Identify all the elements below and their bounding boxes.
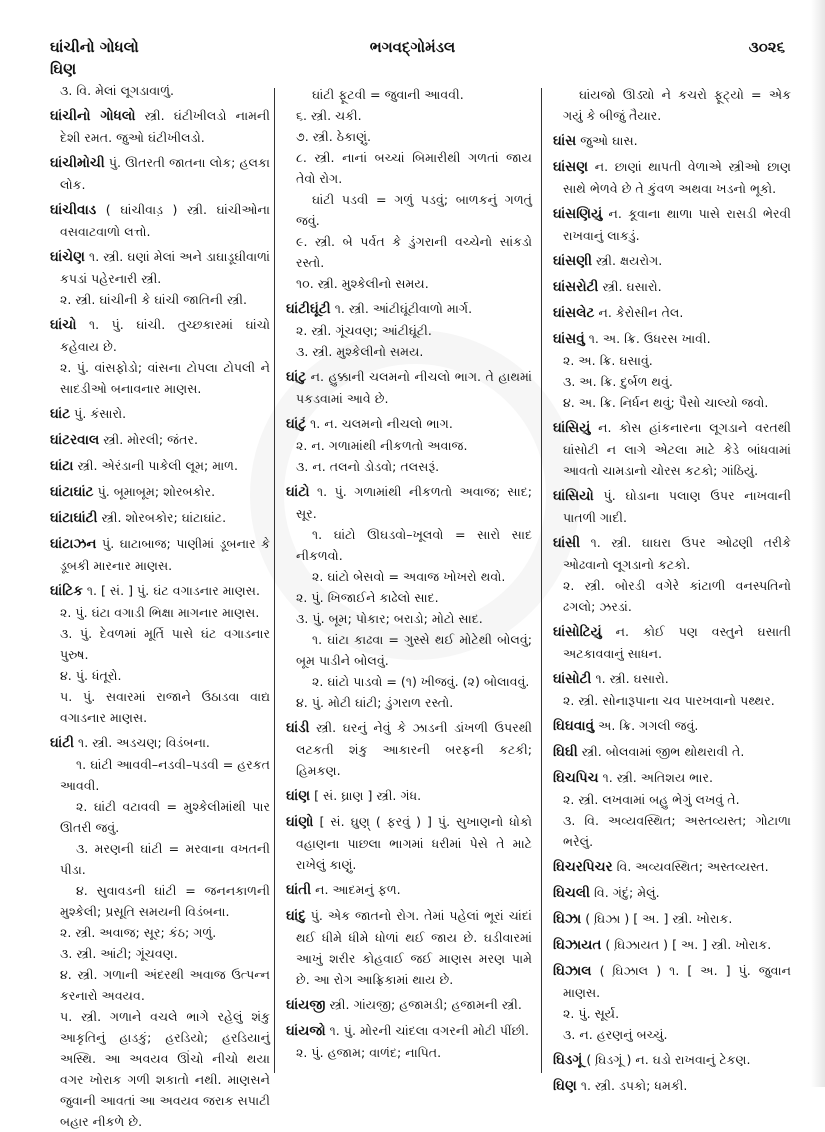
definition-text: સ્ત્રી. ઘરનું નેવું કે ઝાડની ડાંખળી ઉપરથી લટકતી શંકુ આકારની બરફની કટકી; હિમકણ. [296,720,532,778]
headword: ઘાંયજી [286,997,326,1013]
page-edge-shadow [811,0,825,1087]
definition-text: ઘાંટી પડવી = ગળું પડવું; બાળકનું ગળતું જવું. [296,192,532,228]
dictionary-entry [286,879,532,901]
sense-line [286,105,532,126]
dictionary-entry [50,246,270,289]
dictionary-entry [286,811,532,875]
definition-text: ૨. સ્ત્રી. સોનારૂપાના ચવ પારખવાનો પથ્થર. [563,693,775,708]
dictionary-entry [286,366,532,409]
sense-line [286,273,532,294]
idiom-line [50,796,270,838]
sense-line [50,665,270,686]
headword: ઘિઝાયત [553,937,602,953]
definition-text: સ્ત્રી. બોલવામાં જીભ થોથરાવી તે. [581,744,745,759]
definition-text: ૪. સુવાવડની ઘાંટી = જનનકાળની મુશ્કેલી; પ્રસૂતિ સમયની વિડંબના. [60,883,270,919]
definition-text: ( ઘિ઼ડગૂં ) ન. ઘડો રાખવાનું ટેકણ. [586,1052,751,1067]
headword: ઘાંસણિયું [553,206,603,222]
headword: ઘાંસિયું [553,420,591,436]
dictionary-entry [553,934,791,956]
definition-text: ૩. સ્ત્રી. આંટી; ગૂંચવણ. [60,946,178,961]
definition-text: ૨. પું. વાંસફોડો; વાંસના ટોપલા ટોપલી ને સાદડીઓ બનાવનાર માણસ. [60,360,270,396]
definition-text: ૩. વિ. અવ્યવસ્થિત; અસ્તવ્યસ્ત; ગોટાળા ભરેલું. [563,813,791,849]
idiom-line [286,566,532,587]
definition-text: વિ. અવ્યવસ્થિત; અસ્તવ્યસ્ત. [616,859,769,874]
dictionary-entry [286,785,532,807]
sense-line [553,392,791,413]
definition-text: ન. કોઈ પણ વસ્તુને ઘસાતી અટકાવવાનું સાધન. [563,624,791,661]
dictionary-entry [553,532,791,575]
sense-line [553,1003,791,1024]
headword: ઘાંસણ [553,159,589,175]
headword: ઘિઝાલ [553,963,592,979]
headword: ઘિઘવાવું [553,718,595,734]
dictionary-entry [553,767,791,789]
definition-text: ઘાંટી ફૂટવી = જુવાની આવવી. [312,87,464,102]
definition-text: ૨. સ્ત્રી. લખવામાં બહુ ભેગું લખવું તે. [563,792,740,807]
headword: ઘાંચેણ [50,249,85,265]
definition-text: ૭. સ્ત્રી. ઠેકાણું. [296,129,372,144]
sense-line [553,371,791,392]
dictionary-entry [553,882,791,904]
sense-line [50,922,270,943]
headword: ઘિચરપિચર [553,859,613,875]
definition-text: ન. કૂવાના થાળા પાસે રાસડી ભેરવી રાખવાનું લાકડું. [563,206,791,243]
sense-line [286,1042,532,1063]
definition-text: ૧. સ્ત્રી. ઘણાં મેલાં અને ડાઘાડૂઘીવાળાં કપડાં પહેરનારી સ્ત્રી. [60,249,270,286]
definition-text: ન. કોસ હાંકનારના લૂગડાને વરતથી ઘાંસોટી ન લાગે એટલા માટે કેડે બાંધવામાં આવતો ચામડાનો ચોરસ કટકો; ગાંઠિયું. [563,420,791,478]
headword: ઘાંસોટિયું [553,624,602,640]
sense-line [553,1024,791,1045]
definition-text: ઘાંયજો ઊડ્યો ને કચરો ફૂટ્યો = એક ગયું કે બીજું તૈયાર. [563,87,791,123]
definition-text: ૧. ઘાંટા કાઢવા = ગુસ્સે થઈ મોટેથી બોલવું; બૂમ પાડીને બોલવું. [296,632,532,668]
idiom-line [50,880,270,922]
definition-text: ( ઘિ઼ઝા ) [ અ. ] સ્ત્રી. ખોરાક. [585,911,733,926]
definition-text: સ્ત્રી. શોરબકોર; ઘાંટાઘાંટ. [101,510,227,525]
headword: ઘાંટાઘાંટ [50,484,94,500]
definition-text: પું. બૂમાબૂમ; શોરબકોર. [97,484,216,499]
definition-text: ૧. સ્ત્રી. ઘસારો. [595,671,669,686]
definition-text: ન. છાણાં થાપતી વેળાએ સ્ત્રીઓ છાણ સાથે ભેળવે છે તે કુંવળ અથવા ખડનો ભૂકો. [563,159,791,196]
sense-line [553,350,791,371]
headword: ઘાંટાઘાંટી [50,510,98,526]
headword: ઘાંટીઘૂંટી [286,301,331,317]
dictionary-entry [553,250,791,272]
definition-text: વિ. ગંદું; મેલું. [594,885,660,900]
definition-text: ૪. સ્ત્રી. ગળાની અંદરથી અવાજ ઉત્પન્ન કરનારો અવયવ. [60,967,270,1003]
definition-text: ૪. પું. મોટી ઘાંટી; ડુંગરાળ રસ્તો. [296,695,454,710]
headword: ઘિચપિચ [553,770,599,786]
definition-text: જુઓ ઘાસ. [580,133,638,148]
definition-text: ૩. ન. હરણનું બચ્ચું. [563,1027,668,1042]
sense-line [286,341,532,362]
headword: ઘિચલી [553,885,590,901]
dictionary-entry [286,413,532,435]
definition-text: ૨. પું. ઘંટા વગાડી ભિક્ષા માગનાર માણસ. [60,605,260,620]
column-left [50,80,270,1132]
definition-text: ( ઘાંચીવાડ઼ ) સ્ત્રી. ઘાંચીઓના વસવાટવાળો લત્તો. [60,202,270,239]
definition-text: ન. હુક્કાની ચલમનો નીચલો ભાગ. તે હાથમાં પકડવામાં આવે છે. [296,369,532,406]
definition-text: ૩. ન. તલનો ડોડવો; તલસરૂં. [296,459,440,474]
headword: ઘાંતી [286,882,312,898]
sense-line [286,231,532,273]
headword: ઘાંડી [286,720,310,736]
definition-text: પું. ઘોડાના પલાણ ઉપર નાખવાની પાતળી ગાદી. [563,488,791,525]
dictionary-entry [50,481,270,503]
dictionary-entry [553,1049,791,1071]
sense-line [50,289,270,310]
definition-text: ન. કેરોસીન તેલ. [598,305,684,320]
guide-word-last: ઘિણ [50,60,77,78]
definition-text: [ સં. ઘ્રાણ ] સ્ત્રી. ગંધ. [314,788,422,803]
definition-text: અ. ક્રિ. ગગલી જવું. [598,718,699,733]
sense-line [286,608,532,629]
headword: ઘાંસણી [553,253,592,269]
idiom-line [286,189,532,231]
dictionary-entry [286,481,532,524]
dictionary-entry [553,302,791,324]
dictionary-entry [553,1075,791,1097]
column-right [553,84,791,1097]
column-divider [541,88,542,1073]
definition-text: ૪. પું. ધંતૂરો. [60,668,122,683]
definition-text: ૨. ન. ગળામાંથી નીકળતો અવાજ. [296,438,468,453]
dictionary-entry [286,298,532,320]
definition-text: સ્ત્રી. મોરલી; જંતર. [103,432,198,447]
definition-text: ૪. અ. ક્રિ. નિર્ધન થવું; પૈસો ચાલ્યો જવો. [563,395,769,410]
definition-text: ૨. સ્ત્રી. બોરડી વગેરે કાંટાળી વનસ્પતિનો ઢગલો; ઝરડાં. [563,578,791,614]
definition-text: ૨. સ્ત્રી. ગૂંચવણ; આંટીઘૂંટી. [296,323,432,338]
definition-text: ૧. સ્ત્રી. અડચણ; વિડંબના. [78,735,210,750]
definition-text: પું. એક જાતનો રોગ. તેમાં પહેલાં ભૂરાં ચાંદાં થઈ ધીમે ધીમે ધોળાં થઈ જાય છે. ઘડીવારમાં આખું શરીર કોહવાઈ જઈ માણસ મરણ પામે છે. આ રોગ આફ્રિકામાં થાય છે. [296,908,532,987]
dictionary-entry [286,905,532,990]
definition-text: ૫. સ્ત્રી. ગળાને વચલે ભાગે રહેલું શંકુ આકૃતિનું હાડકું; હરડિયો; હરડિયાનું અસ્થિ. આ અવયવ ઊંચો નીચો થયા વગર ખોરાક ગળી શકાતો નથી. માણસને જુવાની આવતાં આ અવયવ જરાક સપાટી બહાર નીકળે છે. [60,1009,270,1129]
sense-line [50,964,270,1006]
idiom-line [286,524,532,566]
headword: ઘાંટરવાલ [50,432,100,448]
definition-text: ૧. સ્ત્રી. આંટીઘૂંટીવાળો માર્ગ. [334,301,473,316]
definition-text: ૨. પું. સૂર્ય. [563,1006,620,1021]
sense-line [553,575,791,617]
sense-line [286,435,532,456]
sense-line [553,690,791,711]
definition-text: ૨. પું. હજામ; વાળંદ; નાપિત. [296,1045,442,1060]
definition-text: ૨. ઘાંટો બેસવો = અવાજ ખોખરો થવો. [312,569,506,584]
headword: ઘાંસિયો [553,488,594,504]
headword: ઘાંસોટી [553,671,592,687]
definition-text: ૨. પું. ખિજાઈને કાઢેલો સાદ. [296,590,439,605]
dictionary-entry [286,1020,532,1042]
sense-line [553,789,791,810]
dictionary-entry [553,715,791,737]
definition-text: ૧. ઘાંટો ઊઘડવો–ખૂલવો = સારો સાદ નીકળવો. [296,527,532,563]
dictionary-entry [553,668,791,690]
definition-text: સ્ત્રી. ગાંયજી; હજામડી; હજામની સ્ત્રી. [329,997,522,1012]
definition-text: ( ઘિ઼ઝાલ ) ૧. [ અ. ] પું. જુવાન માણસ. [563,963,791,1000]
definition-text: ૨. સ્ત્રી. અવાજ; સૂર; કંઠ; ગળું. [60,925,217,940]
definition-text: ( ઘિ઼ઝાયત ) [ અ. ] સ્ત્રી. ખોરાક. [605,937,772,952]
dictionary-entry [50,533,270,576]
definition-text: ૫. પું. સવારમાં રાજાને ઉઠાડવા વાદ્ય વગાડનાર માણસ. [60,689,270,725]
dictionary-entry [50,732,270,754]
headword: ઘાંટું [286,416,307,432]
definition-text: ૨. અ. ક્રિ. ઘસાવું. [563,353,653,368]
definition-text: ૯. સ્ત્રી. બે પર્વત કે ડુંગરાની વચ્ચેનો સાંકડો રસ્તો. [296,234,532,270]
dictionary-entry [553,156,791,199]
definition-text: ૩. પું. બૂમ; પોકાર; બરાડો; મોટો સાદ. [296,611,483,626]
definition-text: ૩. પું. દેવળમાં મૂર્તિ પાસે ઘંટ વગાડનાર પુરુષ. [60,626,270,662]
headword: ઘાંસી [553,535,581,551]
dictionary-entry [553,741,791,763]
dictionary-entry [50,455,270,477]
dictionary-entry [553,417,791,481]
definition-text: ૧. સ્ત્રી. અતિશય ભાર. [602,770,713,785]
headword: ઘાંટા [50,458,74,474]
idiom-line [553,84,791,126]
dictionary-entry [50,403,270,425]
definition-text: ૨. ઘાંટો પાડવો = (૧) ખીજવું. (૨) બોલાવવું. [312,674,530,689]
headword: ઘાંચીનો ગોધલો [50,108,136,124]
sense-line [286,456,532,477]
definition-text: ૧. સ્ત્રી. ઘાઘરા ઉપર ઓઢણી તરીકે ઓઢવાનો લૂગડાનો કટકો. [563,535,791,572]
definition-text: ૧. પું. ઘાંચી. તુચ્છકારમાં ઘાંચો કહેવાય છે. [60,317,270,354]
dictionary-entry [553,203,791,246]
headword: ઘાંટ [50,406,71,422]
definition-text: ૬. સ્ત્રી. ચકી. [296,108,362,123]
dictionary-entry [553,328,791,350]
definition-text: ૧. પું. મોરની ચાંદલા વગરની મોટી પીંછી. [329,1023,529,1038]
headword: ઘાંટિક [50,583,83,599]
definition-text: સ્ત્રી. ઘંટીખીલડો નામની દેશી રમત. જુઓ ઘંટીખીલડો. [60,108,270,145]
definition-text: ૩. સ્ત્રી. મુશ્કેલીનો સમય. [296,344,424,359]
definition-text: પું. ઊતરતી જાતના લોક; હલકા લોક. [60,155,270,192]
headword: ઘાંટો [286,484,310,500]
headword: ઘાંસલેટ [553,305,595,321]
dictionary-entry [553,856,791,878]
definition-text: ૧. પું. ગળામાંથી નીકળતો અવાજ; સાદ; સૂર. [296,484,532,521]
sense-line [286,320,532,341]
sense-line [286,587,532,608]
headword: ઘાંસ [553,133,577,149]
dictionary-entry [553,130,791,152]
idiom-line [286,671,532,692]
sense-line [50,623,270,665]
headword: ઘાંટાઝન [50,536,97,552]
dictionary-entry [553,276,791,298]
sense-line [50,602,270,623]
dictionary-entry [50,152,270,195]
idiom-line [50,838,270,880]
definition-text: સ્ત્રી. ક્ષયરોગ. [595,253,663,268]
guide-word-first: ઘાંચીનો ગોધલો [50,38,139,56]
sense-line [50,686,270,728]
definition-text: ૨. ઘાંટી વટાવવી = મુશ્કેલીમાંથી પાર ઊતરી જવું. [60,799,270,835]
definition-text: પું. કંસારો. [74,406,127,421]
headword: ઘાંસવું [553,331,585,347]
headword: ઘિઝા [553,911,582,927]
column-divider [274,88,275,1073]
dictionary-entry [50,314,270,357]
headword: ઘાંચીમોચી [50,155,105,171]
sense-line [50,80,270,101]
dictionary-entry [50,580,270,602]
definition-text: ન. આદમનું ફળ. [315,882,401,897]
headword: ઘિડગૂં [553,1052,583,1068]
column-middle [286,84,532,1063]
definition-text: ૩. વિ. મેલાં લૂગડાવાળું. [60,83,175,98]
headword: ઘાંણ [286,788,311,804]
headword: ઘાંચીવાડ [50,202,97,218]
dictionary-entry [553,485,791,528]
headword: ઘાંયજો [286,1023,326,1039]
dictionary-entry [286,994,532,1016]
page-number: ૩૦૨૬ [748,38,785,56]
definition-text: ૮. સ્ત્રી. નાનાં બચ્ચાં બિમારીથી ગળતાં જાય તેવો રોગ. [296,150,532,186]
idiom-line [286,84,532,105]
definition-text: ૩. મરણની ઘાંટી = મરવાના વખતની પીડા. [60,841,270,877]
dictionary-entry [50,199,270,242]
dictionary-entry [50,507,270,529]
definition-text: ૧. ન. ચલમનો નીચલો ભાગ. [310,416,453,431]
headword: ઘાંટુ [286,369,307,385]
headword: ઘાંસરોટી [553,279,599,295]
headword: ઘિણ [553,1078,577,1094]
definition-text: ૧. અ. ક્રિ. ઉધરસ ખાવી. [588,331,711,346]
headword: ઘિઘી [553,744,578,760]
dictionary-entry [553,908,791,930]
headword: ઘાંદુ [286,908,306,924]
definition-text: સ્ત્રી. ઘસારો. [602,279,662,294]
headword: ઘાંચો [50,317,77,333]
definition-text: ૧. ઘાંટી આવવી–નડવી–પડવી = હરકત આવવી. [60,757,270,793]
sense-line [50,943,270,964]
idiom-line [50,754,270,796]
definition-text: ૩. અ. ક્રિ. દુર્બળ થવું. [563,374,673,389]
definition-text: [ સં. ઘુણ્ ( ફરવું ) ] પું. સુખાણનો ધોકો વહાણના પાછલા ભાગમાં ધરીમાં પેસે તે માટે રાખેલું કાણું. [296,814,532,872]
idiom-line [286,629,532,671]
dictionary-entry [553,621,791,664]
dictionary-entry [553,960,791,1003]
dictionary-entry [50,105,270,148]
definition-text: ૧. સ્ત્રી. ડપકો; ધમકી. [580,1078,688,1093]
sense-line [286,147,532,189]
definition-text: ૧. [ સં. ] પું. ઘંટ વગાડનાર માણસ. [86,583,260,598]
definition-text: ૨. સ્ત્રી. ઘાંચીની કે ઘાંચી જાતિની સ્ત્રી. [60,292,248,307]
sense-line [50,357,270,399]
definition-text: ૧૦. સ્ત્રી. મુશ્કેલીનો સમય. [296,276,429,291]
headword: ઘાંણો [286,814,314,830]
sense-line [286,126,532,147]
definition-text: સ્ત્રી. એરંડાની પાકેલી લૂમ; માળ. [77,458,239,473]
definition-text: પું. ઘાટાબાજ; પાણીમાં ડૂબનાર કે ડૂબકી મારનાર માણસ. [60,536,270,573]
dictionary-entry [286,717,532,781]
running-title: ભગવદ્ગોમંડલ [369,38,456,56]
sense-line [286,692,532,713]
headword: ઘાંટી [50,735,75,751]
sense-line [553,810,791,852]
sense-line [50,1006,270,1132]
dictionary-entry [50,429,270,451]
